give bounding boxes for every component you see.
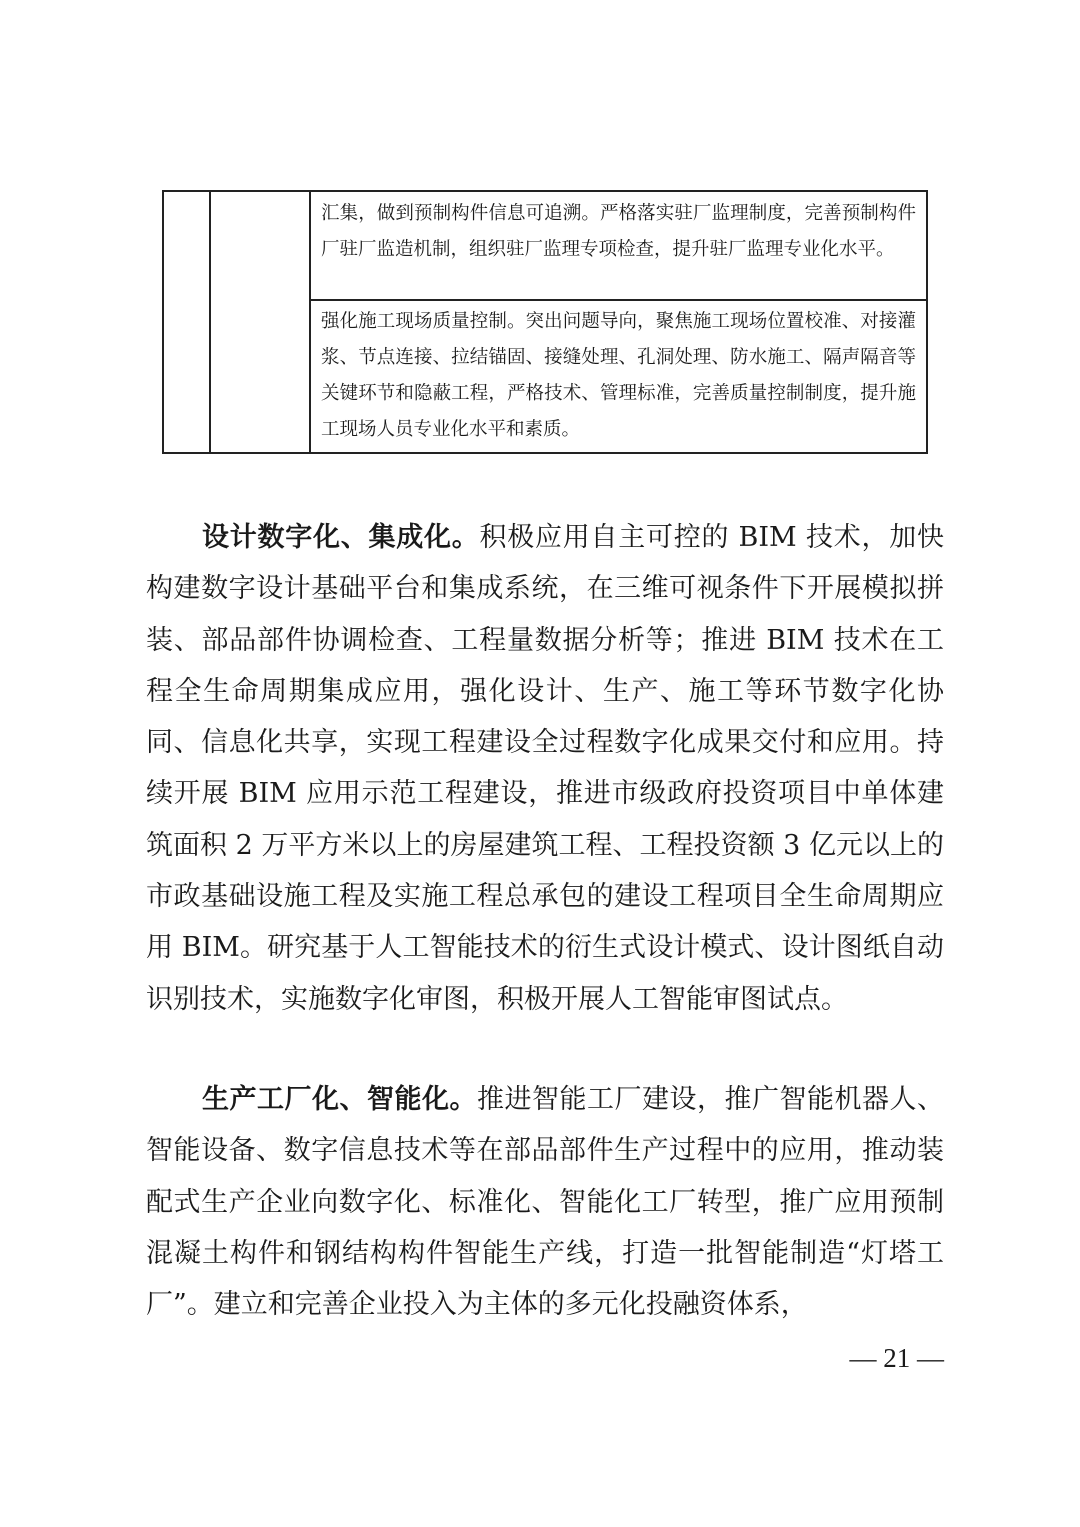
paragraph-body: 推进智能工厂建设，推广智能机器人、智能设备、数字信息技术等在部品部件生产过程中的应用，推动装配式生产企业向数字化、标准化、智能化工厂转型，推广应用预制混凝土构件和钢结构构件智能生产线，打造一批智能制造“灯塔工厂”。建立和完善企业投入为主体的多元化投融资体系，: [146, 1084, 944, 1321]
page-number: — 21 —: [849, 1343, 944, 1373]
table-cell-quality-control: 强化施工现场质量控制。突出问题导向，聚焦施工现场位置校准、对接灌浆、节点连接、拉结锚固、接缝处理、孔洞处理、防水施工、隔声隔音等关键环节和隐蔽工程，严格技术、管理标准，完善质量控制制度，提升施工现场人员专业化水平和素质。: [321, 311, 916, 440]
table-column-divider: [309, 192, 311, 452]
continued-table: [162, 190, 928, 454]
paragraph-design-digitalization: [146, 512, 944, 1025]
table-row-divider: [309, 299, 926, 301]
paragraph-production-industrialization: [146, 1074, 944, 1330]
table-cell-supervision: 汇集，做到预制构件信息可追溯。严格落实驻厂监理制度，完善预制构件厂驻厂监造机制，组织驻厂监理专项检查，提升驻厂监理专业化水平。: [321, 203, 916, 260]
table-column-divider: [209, 192, 211, 452]
paragraph-body: 积极应用自主可控的 BIM 技术，加快构建数字设计基础平台和集成系统，在三维可视条件下开展模拟拼装、部品部件协调检查、工程量数据分析等；推进 BIM 技术在工程全生命周期集成应用，强化设计、生产、施工等环节数字化协同、信息化共享，实现工程建设全过程数字化成果交付和应用。持续开展 BIM 应用示范工程建设，推进市级政府投资项目中单体建筑面积 2 万平方米以上的房屋建筑工程、工程投资额 3 亿元以上的市政基础设施工程及实施工程总承包的建设工程项目全生命周期应用 BIM。研究基于人工智能技术的衍生式设计模式、设计图纸自动识别技术，实施数字化审图，积极开展人工智能审图试点。: [146, 522, 944, 1015]
paragraph-lead: 设计数字化、集成化。: [202, 522, 480, 553]
paragraph-lead: 生产工厂化、智能化。: [202, 1084, 477, 1115]
